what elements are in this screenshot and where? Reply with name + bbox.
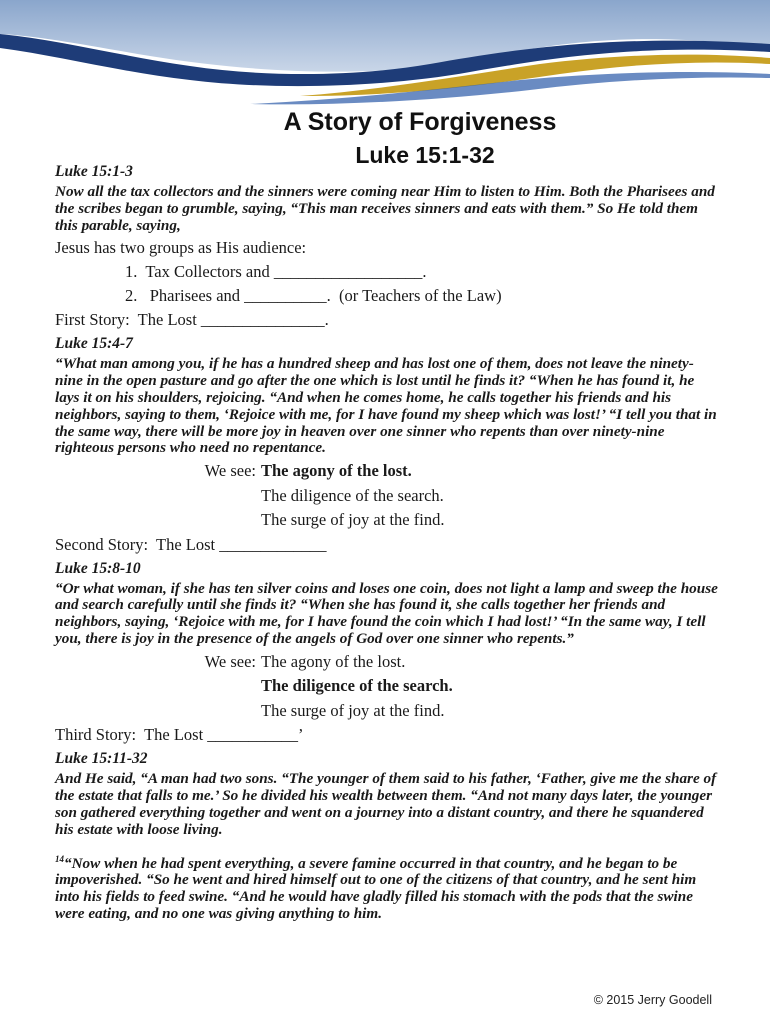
- we-see-item: The diligence of the search.: [261, 676, 453, 696]
- page-subtitle: Luke 15:1-32: [355, 142, 495, 168]
- scripture-quote: And He said, “A man had two sons. “The younger of them said to his father, ‘Father, give me the share of the estate that falls to me.’ So he divided his wealth between them. “And not many days later, the younger son gathered everything together and went on a journey into a distant country, and there he squandered his estate with loose living.: [55, 770, 717, 838]
- we-see-item: The agony of the lost.: [261, 461, 412, 481]
- audience-item-2: 2. Pharisees and __________. (or Teachers of the Law): [125, 286, 502, 306]
- scripture-quote: “Or what woman, if she has ten silver coins and loses one coin, does not light a lamp and sweep the house and search carefully until she finds it? “When she has found it, she calls together her friends and neighbors, saying, ‘Rejoice with me, for I have found the coin which I had lost!’ “In the same way, I tell you, there is joy in the presence of the angels of God over one sinner who repents.”: [55, 579, 718, 648]
- we-see-item: The surge of joy at the find.: [261, 510, 445, 530]
- we-see-item: The agony of the lost.: [261, 651, 406, 671]
- scripture-reference: Luke 15:4-7: [55, 335, 133, 353]
- scripture-reference: Luke 15:11-32: [55, 750, 148, 768]
- first-story-line: First Story: The Lost _______________.: [55, 310, 329, 330]
- we-see-label: We see:: [204, 461, 256, 481]
- verse-number: 14: [55, 853, 64, 864]
- we-see-label: We see:: [204, 651, 256, 671]
- copyright-notice: © 2015 Jerry Goodell: [593, 993, 712, 1007]
- we-see-row: [55, 508, 720, 533]
- worksheet-body: [55, 160, 720, 925]
- header-wave-banner: [0, 0, 770, 110]
- we-see-row: [55, 650, 720, 675]
- we-see-row: [55, 484, 720, 509]
- scripture-quote-text: “Now when he had spent everything, a severe famine occurred in that country, and he began to be impoverished. “So he went and hired himself out to one of the citizens of that country, and he sent him into his fields to feed swine. “And he would have gladly filled his stomach with the pods that the swine were eating, and no one was giving anything to him.: [55, 854, 697, 922]
- we-see-item: The diligence of the search.: [261, 485, 444, 505]
- we-see-row: [55, 699, 720, 724]
- third-story-line: Third Story: The Lost ___________’: [55, 725, 304, 745]
- we-see-row: [55, 459, 720, 484]
- we-see-item: The surge of joy at the find.: [261, 700, 445, 720]
- second-story-line: Second Story: The Lost _____________: [55, 534, 327, 554]
- scripture-quote: Now all the tax collectors and the sinners were coming near Him to listen to Him. Both the Pharisees and the scribes began to grumble, saying, “This man receives sinners and eats with them.” So He told them this parable, saying,: [55, 183, 715, 234]
- scripture-reference: Luke 15:8-10: [55, 559, 141, 577]
- scripture-reference: Luke 15:1-3: [55, 163, 133, 180]
- page-title: A Story of Forgiveness: [283, 108, 557, 136]
- scripture-quote-continued: [55, 851, 720, 923]
- scripture-quote: “What man among you, if he has a hundred sheep and has lost one of them, does not leave the ninety-nine in the open pasture and go after the one which is lost until he finds it? “When he has found it, he lays it on his shoulders, rejoicing. “And when he comes home, he calls together his friends and his neighbors, saying to them, ‘Rejoice with me, for I have found my sheep which was lost!’ “I tell you that in the same way, there will be more joy in heaven over one sinner who repents than over ninety-nine righteous persons who need no repentance.: [55, 355, 717, 457]
- we-see-row: [55, 674, 720, 699]
- audience-line: Jesus has two groups as His audience:: [55, 238, 307, 258]
- audience-item-1: 1. Tax Collectors and __________________.: [125, 262, 427, 282]
